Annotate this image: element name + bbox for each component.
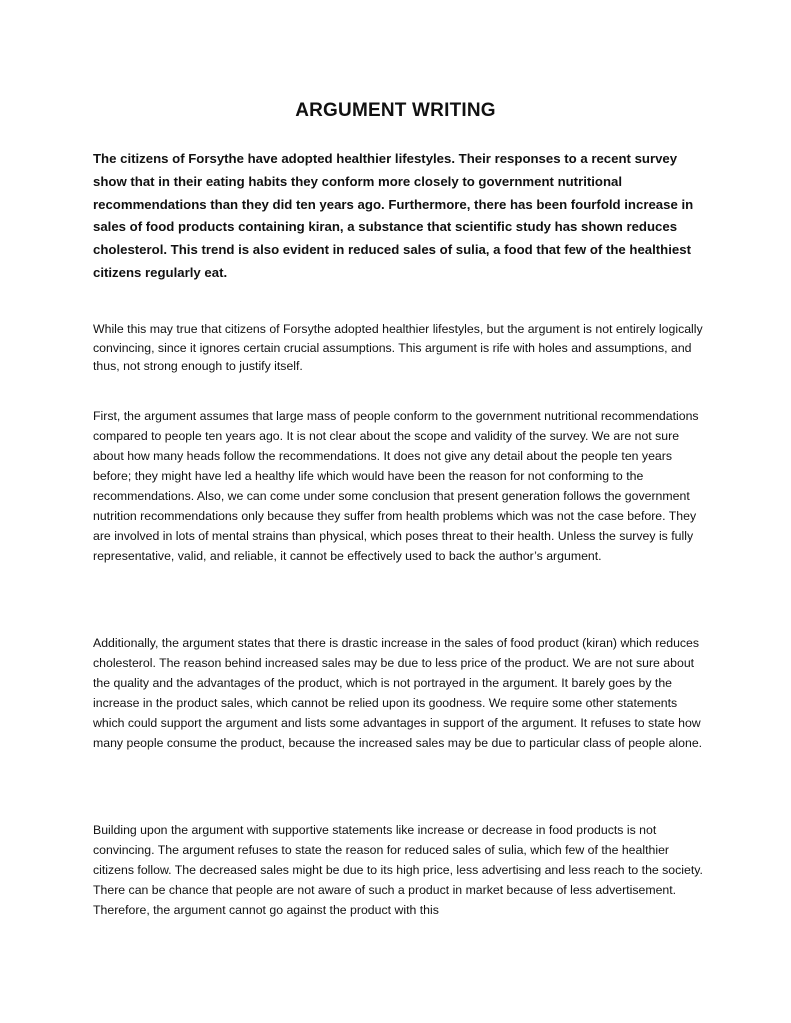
paragraph-kiran-critique: Additionally, the argument states that there is drastic increase in the sales of food product (kiran) which reduces cholesterol. The reason behind increased sales may be due to less price of the product. We are not sure about the quality and the advantages of the product, which is not portrayed in the argument. It barely goes by the increase in the product sales, which cannot be relied upon its goodness. We require some other statements which could support the argument and lists some advantages in support of the argument. It refuses to state how many people consume the product, because the increased sales may be due to particular class of people alone.	[93, 636, 703, 750]
paragraph-sulia-critique: Building upon the argument with supportive statements like increase or decrease in food products is not convincing. The argument refuses to state the reason for reduced sales of sulia, which few of the healthier citizens follow. The decreased sales might be due to its high price, less advertising and less reach to the society. There can be chance that people are not aware of such a product in market because of less advertisement. Therefore, the argument cannot go against the product with this	[93, 823, 703, 917]
paragraph-survey-critique: First, the argument assumes that large mass of people conform to the government nutritional recommendations compared to people ten years ago. It is not clear about the scope and validity of the survey. We are not sure about how many heads follow the recommendations. It does not give any detail about the people ten years before; they might have led a healthy life which would have been the reason for not conforming to the recommendations. Also, we can come under some conclusion that present generation follows the government nutrition recommendations only because they suffer from health problems which was not the case before. They are involved in lots of mental strains than physical, which poses threat to their health. Unless the survey is fully representative, valid, and reliable, it cannot be effectively used to back the author’s argument.	[93, 409, 699, 563]
argument-prompt: The citizens of Forsythe have adopted healthier lifestyles. Their responses to a recent survey show that in their eating habits they conform more closely to government nutritional recommendations than they did ten years ago. Furthermore, there has been fourfold increase in sales of food products containing kiran, a substance that scientific study has shown reduces cholesterol. This trend is also evident in reduced sales of sulia, a food that few of the healthiest citizens regularly eat.	[93, 151, 694, 280]
page-title: ARGUMENT WRITING	[295, 100, 496, 121]
paragraph-introduction: While this may true that citizens of Forsythe adopted healthier lifestyles, but the argument is not entirely logically convincing, since it ignores certain crucial assumptions. This argument is rife with holes and assumptions, and thus, not strong enough to justify itself.	[93, 322, 703, 373]
